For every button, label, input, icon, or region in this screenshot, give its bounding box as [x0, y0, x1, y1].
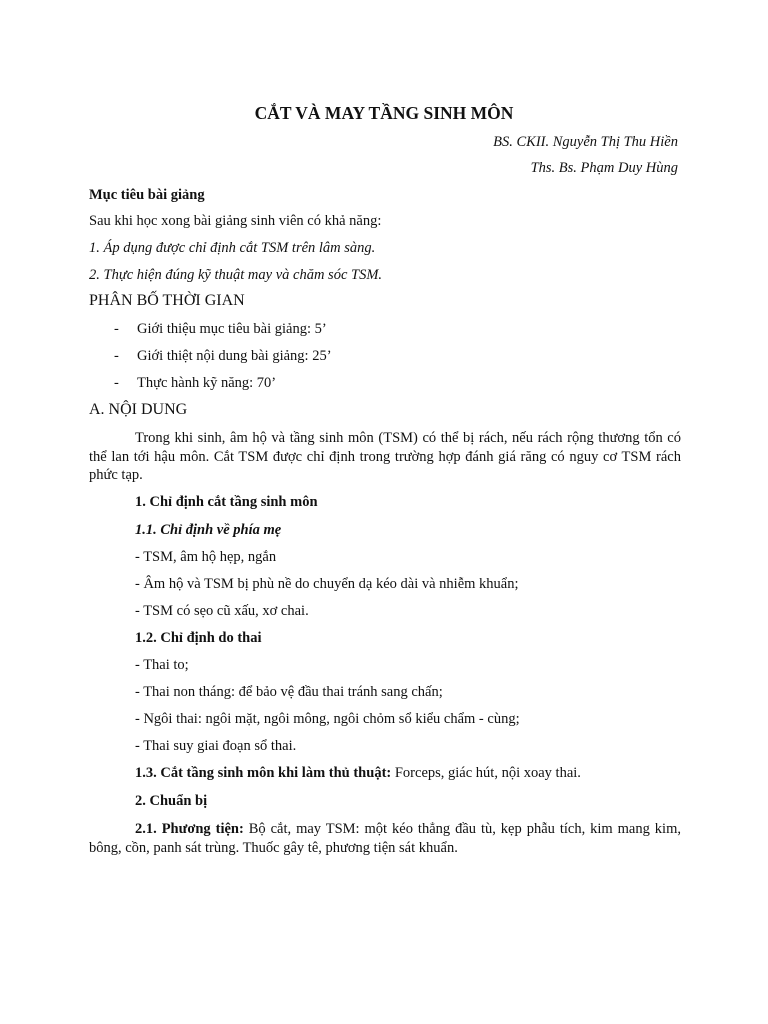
- list-item: - Thai suy giai đoạn sổ thai.: [135, 738, 297, 754]
- bullet-dash: -: [114, 321, 119, 337]
- list-item: - TSM có sẹo cũ xấu, xơ chai.: [135, 603, 309, 619]
- section-1-3-text: Forceps, giác hút, nội xoay thai.: [391, 765, 581, 781]
- section-1-3: [135, 764, 581, 782]
- list-item: - Thai to;: [135, 657, 189, 673]
- page-title: CẮT VÀ MAY TẦNG SINH MÔN: [254, 103, 514, 123]
- section-2-heading: 2. Chuẩn bị: [135, 793, 208, 809]
- content-heading: A. NỘI DUNG: [89, 401, 188, 418]
- objective-item: 1. Áp dụng được chỉ định cắt TSM trên lâm sàng.: [89, 240, 376, 256]
- section-2-1: [89, 820, 681, 857]
- objectives-heading: Mục tiêu bài giảng: [89, 187, 205, 203]
- section-2-1-text: Bộ cắt, may TSM: một kéo thẳng đầu tù, kẹp phẫu tích, kim mang kim, bông, cồn, panh sát trùng. Thuốc gây tê, phương tiện sát khuẩn.: [89, 821, 681, 856]
- list-item: - TSM, âm hộ hẹp, ngắn: [135, 549, 277, 565]
- section-2-1-heading: 2.1. Phương tiện:: [135, 821, 244, 837]
- objective-item: 2. Thực hiện đúng kỹ thuật may và chăm sóc TSM.: [89, 267, 383, 283]
- list-item: - Âm hộ và TSM bị phù nề do chuyển dạ kéo dài và nhiễm khuẩn;: [135, 576, 519, 592]
- time-item: Giới thiệu mục tiêu bài giảng: 5’: [137, 321, 327, 337]
- section-1-1-heading: 1.1. Chỉ định về phía mẹ: [135, 522, 282, 538]
- author-2: Ths. Bs. Phạm Duy Hùng: [530, 160, 678, 176]
- intro-paragraph: Trong khi sinh, âm hộ và tầng sinh môn (TSM) có thể bị rách, nếu rách rộng thương tổn có thể lan tới hậu môn. Cắt TSM được chỉ định trong trường hợp đánh giá răng có nguy cơ TSM rách phức tạp.: [89, 430, 681, 483]
- time-item: Giới thiệt nội dung bài giảng: 25’: [137, 348, 332, 364]
- section-1-heading: 1. Chỉ định cắt tầng sinh môn: [135, 494, 318, 510]
- time-item: Thực hành kỹ năng: 70’: [137, 375, 277, 391]
- list-item: - Ngôi thai: ngôi mặt, ngôi mông, ngôi chỏm sổ kiểu chẩm - cùng;: [135, 711, 520, 727]
- section-1-3-heading: 1.3. Cắt tầng sinh môn khi làm thủ thuật:: [135, 765, 392, 781]
- objectives-intro: Sau khi học xong bài giảng sinh viên có khả năng:: [89, 213, 382, 229]
- bullet-dash: -: [114, 348, 119, 364]
- section-1-2-heading: 1.2. Chỉ định do thai: [135, 630, 262, 646]
- author-1: BS. CKII. Nguyễn Thị Thu Hiền: [493, 134, 678, 150]
- bullet-dash: -: [114, 375, 119, 391]
- time-heading: PHÂN BỐ THỜI GIAN: [89, 292, 245, 309]
- list-item: - Thai non tháng: để bảo vệ đầu thai tránh sang chấn;: [135, 684, 443, 700]
